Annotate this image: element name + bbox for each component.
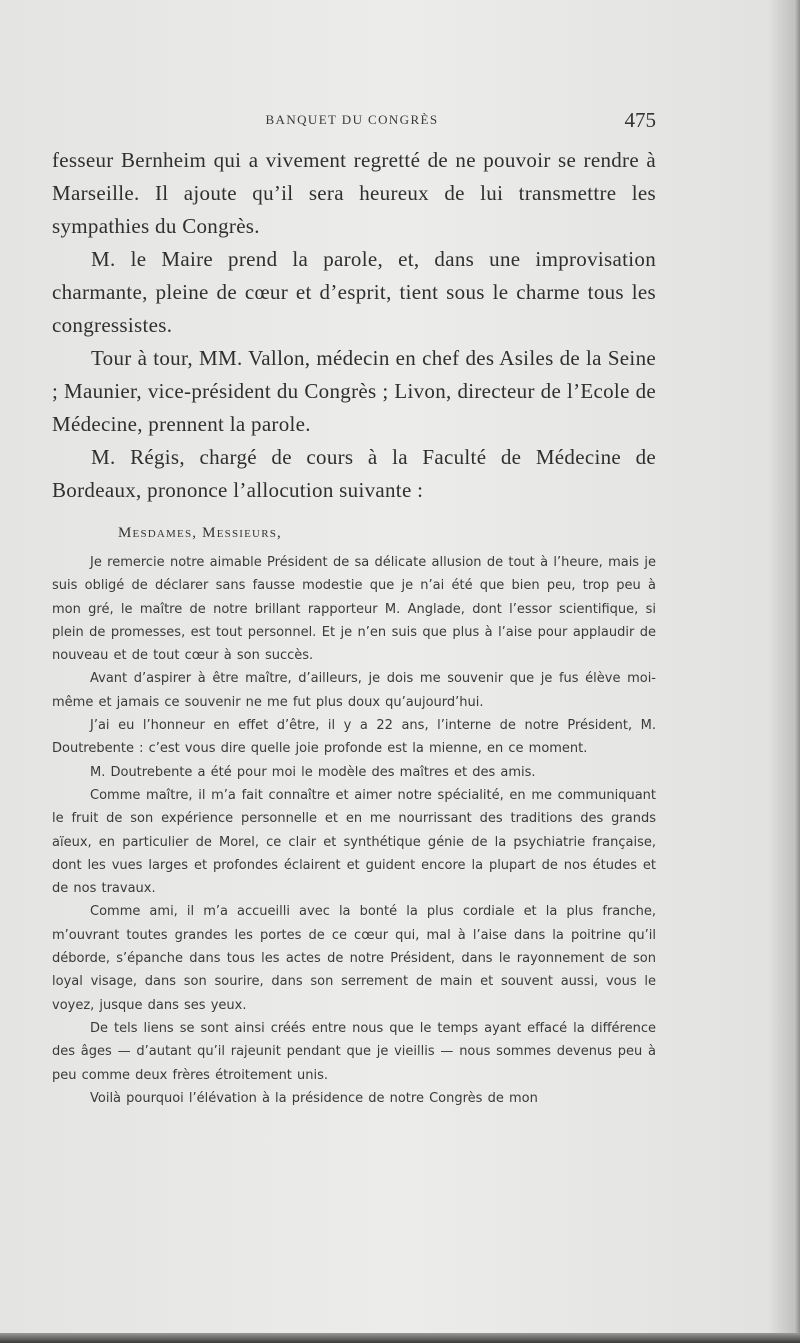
page-body — [52, 144, 656, 1110]
speech-section — [52, 551, 656, 1110]
speech-paragraph: Je remercie notre aimable Président de sa délicate allusion de tout à l’heure, mais je suis obligé de déclarer sans fausse modestie que je n’ai été que bien peu, trop peu à mon gré, le maître de notre brillant rapporteur M. Anglade, dont l’essor scientifique, si plein de promesses, est tout personnel. Et je n’en suis que plus à l’aise pour applaudir de nouveau et de tout cœur à son succès. — [52, 555, 656, 664]
speech-paragraph: Comme maître, il m’a fait connaître et aimer notre spécialité, en me communiquant le fruit de son expérience personnelle et en me nourrissant des traditions des grands aïeux, en particulier de Morel, ce clair et synthétique génie de la psychiatrie française, dont les vues larges et profondes éclairent et guident encore la plupart de nos études et de nos travaux. — [52, 787, 656, 897]
narrative-section — [52, 144, 656, 507]
speech-paragraph: M. Doutrebente a été pour moi le modèle des maîtres et des amis. — [90, 764, 536, 780]
speech-salutation: Mesdames, Messieurs, — [118, 525, 283, 541]
paragraph: fesseur Bernheim qui a vivement regretté de ne pouvoir se rendre à Marseille. Il ajoute qu’il sera heureux de lui transmettre les sympathies du Congrès. — [52, 148, 656, 238]
speech-paragraph: Voilà pourquoi l’élévation à la présidence de notre Congrès de mon — [90, 1090, 538, 1106]
speech-paragraph: Comme ami, il m’a accueilli avec la bonté la plus cordiale et la plus franche, m’ouvrant toutes grandes les portes de ce cœur qui, mal à l’aise dans la poitrine qu’il déborde, s’épanche dans tous les actes de notre Président, dans le rayonnement de son loyal visage, dans son sourire, dans son serrement de main et souvent aussi, vous le voyez, jusque dans ses yeux. — [52, 904, 656, 1013]
page-number: 475 — [624, 108, 656, 132]
paragraph: Tour à tour, MM. Vallon, médecin en chef des Asiles de la Seine ; Maunier, vice-président du Congrès ; Livon, directeur de l’Ecole de Médecine, prennent la parole. — [52, 346, 656, 436]
speech-paragraph: Avant d’aspirer à être maître, d’ailleurs, je dois me souvenir que je fus élève moi-même et jamais ce souvenir ne me fut plus doux qu’aujourd’hui. — [52, 671, 656, 710]
paragraph: M. Régis, chargé de cours à la Faculté de Médecine de Bordeaux, prononce l’allocution suivante : — [52, 445, 656, 502]
speech-paragraph: J’ai eu l’honneur en effet d’être, il y a 22 ans, l’interne de notre Président, M. Doutrebente : c’est vous dire quelle joie profonde est la mienne, en ce moment. — [52, 718, 656, 757]
page-bottom-edge — [0, 1333, 800, 1343]
running-title: BANQUET DU CONGRÈS — [265, 112, 439, 127]
paragraph: M. le Maire prend la parole, et, dans une improvisation charmante, pleine de cœur et d’esprit, tient sous le charme tous les congressistes. — [52, 247, 656, 337]
page-header — [52, 108, 656, 134]
speech-paragraph: De tels liens se sont ainsi créés entre nous que le temps ayant effacé la différence des âges — d’autant qu’il rajeunit pendant que je vieillis — nous sommes devenus peu à peu comme deux frères étroitement unis. — [52, 1020, 656, 1083]
page-right-edge — [794, 0, 800, 1343]
